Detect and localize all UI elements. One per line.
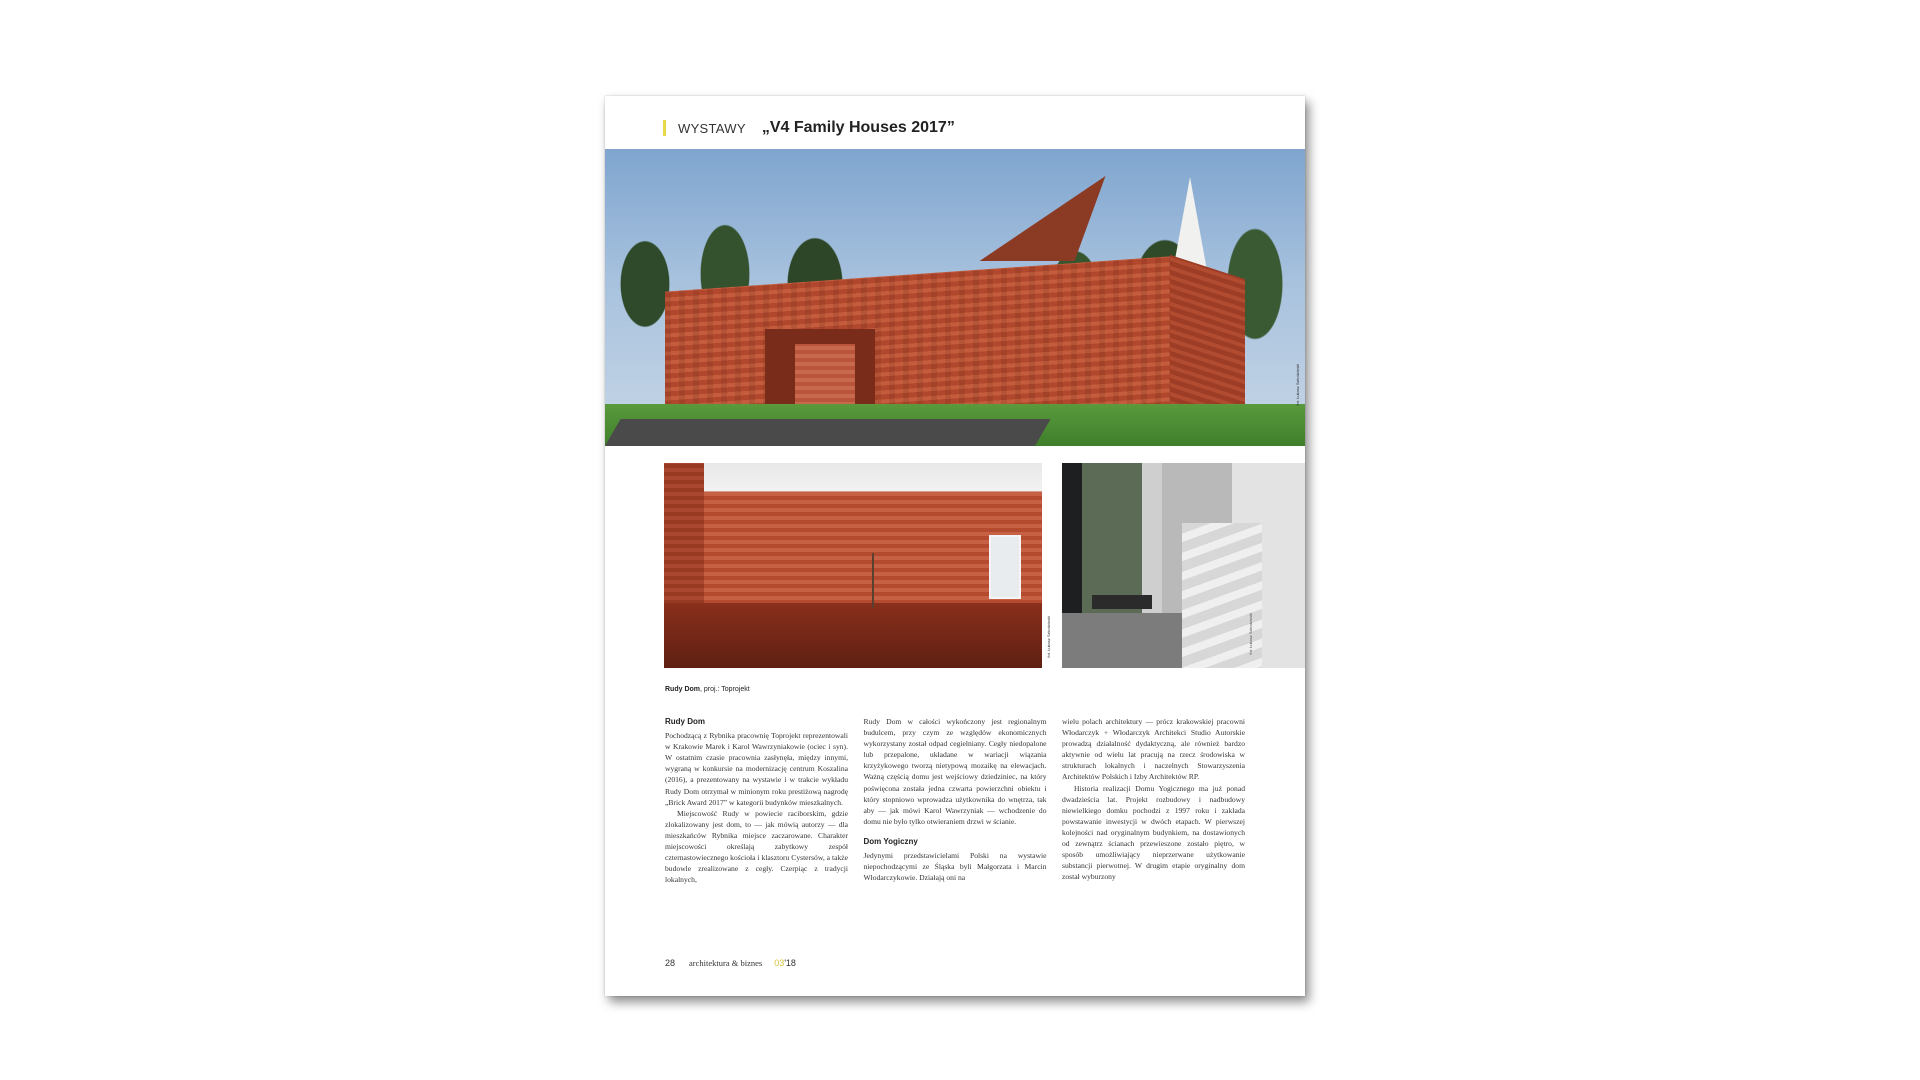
photo-credit: fot. Łukasz Szkodzinski: [1046, 616, 1051, 658]
photo-credit: fot. Łukasz Szkodzinski: [1295, 364, 1300, 406]
caption-name: Rudy Dom: [665, 686, 700, 693]
magazine-name: architektura & biznes: [689, 958, 763, 968]
article-column-1: [665, 716, 848, 946]
issue-year: '18: [784, 958, 796, 968]
article-body: [665, 716, 1245, 946]
photo-credit: fot. Łukasz Szkodzinski: [1248, 613, 1253, 655]
page-title: „V4 Family Houses 2017”: [761, 119, 955, 136]
page-header: [663, 117, 955, 139]
photo-courtyard-tree: [872, 553, 874, 608]
article-paragraph: Historia realizacji Domu Yogicznego ma już ponad dwadzieścia lat. Projekt rozbudowy i nadbudowy niewielkiego domku pochodzi z 1997 roku i zakłada powstawanie inwestycji w dwóch etapach. W pierwszej kolejności nad oryginalnym budynkiem, na dostawionych od zewnątrz ścianach przewieszone zostało piętro, w sposób umożliwiający nieprzerwane użytkowanie substancji pierwotnej. W drugim etapie oryginalny dom został wyburzony: [1062, 783, 1245, 882]
page-number: 28: [665, 958, 676, 968]
article-paragraph: wielu polach architektury — prócz krakowskiej pracowni Włodarczyk + Włodarczyk Architekci Studio Autorskie prowadzą działalność dydaktyczną, ale również bardzo aktywnie od wielu lat pracują na rzecz środowiska w strukturach lokalnych i naczelnych Stowarzyszenia Architektów Polskich i Izby Architektów RP.: [1062, 717, 1245, 782]
courtyard-photo: [664, 463, 1042, 668]
photo-caption: [665, 686, 750, 693]
interior-stairs-photo: [1062, 463, 1305, 668]
article-column-3: [1062, 716, 1245, 946]
article-subheading: Dom Yogiczny: [863, 836, 918, 846]
section-marker: [663, 120, 666, 136]
article-paragraph: Pochodzącą z Rybnika pracownię Toprojekt reprezentowali w Krakowie Marek i Karol Wawrzyniakowie (ociec i syn). W ostatnim czasie pracownia zasłynęła, między innymi, wygraną w konkursie na modernizację centrum Koszalina (2016), a prezentowany na wystawie i w trakcie wykładu Rudy Dom otrzymał w minionym roku prestiżową nagrodę „Brick Award 2017” w kategorii budynków mieszkalnych.: [665, 731, 848, 807]
article-paragraph: Jedynymi przedstawicielami Polski na wystawie niepochodzącymi ze Śląska byli Małgorzata i Marcin Włodarczykowie. Działają oni na: [863, 851, 1047, 883]
section-label: WYSTAWY: [678, 120, 746, 136]
caption-rest: , proj.: Toprojekt: [700, 686, 750, 693]
photo-door: [989, 535, 1021, 599]
hero-photo-rudy-dom: [605, 149, 1305, 446]
page-footer: [665, 958, 796, 968]
article-paragraph: Rudy Dom w całości wykończony jest regionalnym budulcem, przy czym ze względów ekonomicznych wykorzystany został odpad cegielniany. Cegły niedopalone lub przepalone, układane w wariacji wiązania krzyżykowego tworzą nietypową mozaikę na elewacjach. Ważną częścią domu jest wejściowy dziedziniec, na który poświęcona została jedna czwarta powierzchni obiektu i który stopniowo wprowadza użytkownika do wnętrza, tak aby — jak mówi Karol Wawrzyniak — wchodzenie do domu nie było tylko otwieraniem drzwi w ścianie.: [863, 717, 1047, 826]
magazine-page: [605, 96, 1305, 996]
photo-floor: [1062, 613, 1192, 668]
article-paragraph: Miejscowość Rudy w powiecie raciborskim, gdzie zlokalizowany jest dom, to — jak mówią autorzy — dla mieszkańców Rybnika miejsce zaczarowane. Charakter miejscowości określają zabytkowy zespół czternastowiecznego kościoła i klasztoru Cystersów, a także budowle zrealizowane z cegły. Czerpiąc z tradycji lokalnych,: [665, 808, 848, 885]
photo-path: [605, 419, 1051, 446]
article-column-2: [864, 716, 1047, 946]
photo-sofa: [1092, 595, 1152, 609]
photo-shadow: [664, 603, 1042, 668]
issue-month: 03: [774, 958, 785, 968]
article-subheading: Rudy Dom: [665, 717, 705, 726]
